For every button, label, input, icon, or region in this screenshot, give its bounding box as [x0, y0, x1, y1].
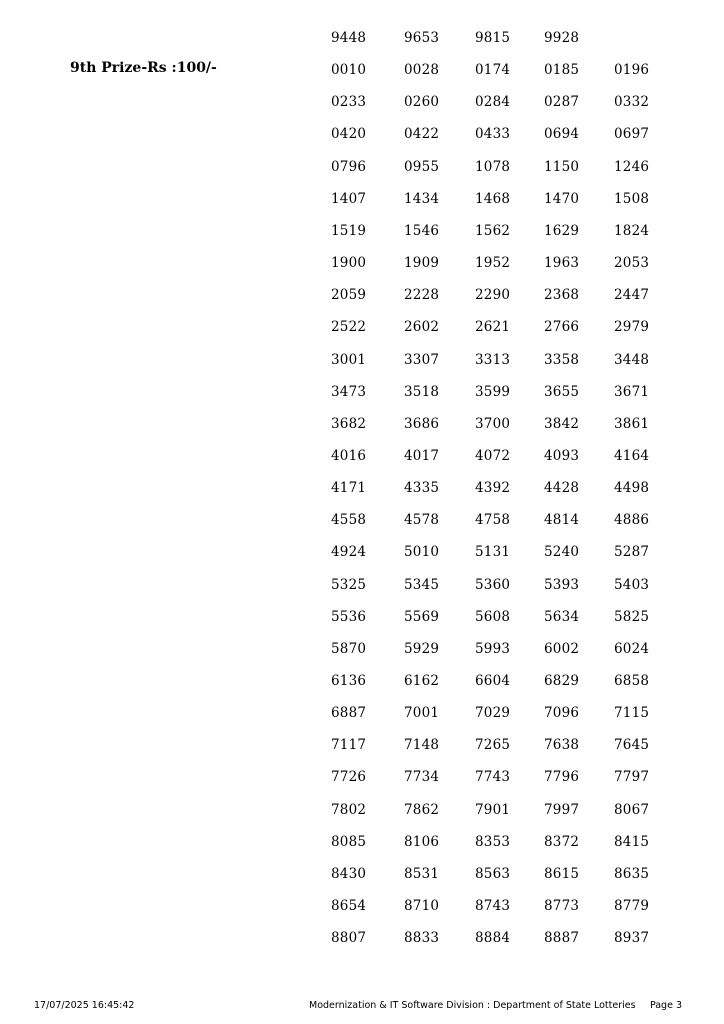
ticket-number: 7096 — [544, 705, 580, 722]
ticket-number: 7148 — [404, 737, 440, 754]
ticket-number: 5360 — [475, 576, 511, 593]
ticket-number: 8430 — [331, 865, 367, 882]
ticket-number: 1508 — [614, 190, 650, 207]
ticket-number: 8106 — [404, 833, 440, 850]
ticket-number: 5131 — [475, 544, 511, 561]
ticket-number: 8563 — [475, 865, 511, 882]
ticket-number: 7265 — [475, 737, 511, 754]
ticket-number: 5287 — [614, 544, 650, 561]
footer-page-number: Page 3 — [649, 1000, 682, 1011]
table-row — [0, 94, 724, 114]
table-row — [0, 544, 724, 564]
table-row — [0, 384, 724, 404]
ticket-number: 8654 — [331, 898, 367, 914]
table-row — [0, 191, 724, 211]
ticket-number: 3307 — [404, 351, 440, 368]
table-row — [0, 287, 724, 307]
ticket-number: 7797 — [614, 769, 650, 786]
ticket-number: 1562 — [475, 222, 511, 239]
ticket-number: 4016 — [331, 447, 367, 464]
ticket-number: 1900 — [331, 255, 367, 271]
ticket-number: 8937 — [614, 930, 650, 947]
ticket-number: 8779 — [614, 898, 650, 914]
ticket-number: 3861 — [614, 415, 650, 432]
ticket-number: 2368 — [544, 287, 580, 304]
table-row — [0, 802, 724, 822]
ticket-number: 9448 — [331, 30, 367, 46]
ticket-number: 7862 — [404, 801, 440, 818]
ticket-number: 7997 — [544, 801, 580, 818]
table-row — [0, 126, 724, 146]
table-row — [0, 737, 724, 757]
ticket-number: 1468 — [475, 190, 511, 207]
ticket-number: 0433 — [475, 126, 511, 143]
table-row — [0, 769, 724, 789]
ticket-number: 0185 — [544, 62, 580, 79]
ticket-number: 8372 — [544, 833, 580, 850]
ticket-number: 7796 — [544, 769, 580, 786]
ticket-number: 7029 — [475, 705, 511, 722]
ticket-number: 3473 — [331, 383, 367, 400]
ticket-number: 0422 — [404, 126, 440, 143]
ticket-number: 0332 — [614, 94, 650, 111]
ticket-number: 7734 — [404, 769, 440, 786]
table-row — [0, 930, 724, 950]
ticket-number: 8710 — [404, 898, 440, 914]
table-row — [0, 898, 724, 918]
ticket-number: 6136 — [331, 673, 367, 689]
ticket-number: 0010 — [331, 62, 367, 79]
ticket-number: 3448 — [614, 351, 650, 368]
ticket-number: 0260 — [404, 94, 440, 111]
ticket-number: 2621 — [475, 319, 511, 336]
ticket-number: 8833 — [404, 930, 440, 947]
ticket-number: 0287 — [544, 94, 580, 111]
ticket-number: 3842 — [544, 415, 580, 432]
table-row — [0, 319, 724, 339]
ticket-number: 4392 — [475, 480, 511, 497]
ticket-number: 7117 — [331, 737, 367, 754]
ticket-number: 9653 — [404, 30, 440, 46]
ticket-number: 5345 — [404, 576, 440, 593]
ticket-number: 4886 — [614, 512, 650, 529]
ticket-number: 1246 — [614, 158, 650, 175]
ticket-number: 5634 — [544, 608, 580, 625]
ticket-number: 1078 — [475, 158, 511, 175]
ticket-number: 6604 — [475, 673, 511, 689]
table-row — [0, 30, 724, 50]
ticket-number: 0284 — [475, 94, 511, 111]
ticket-number: 1407 — [331, 190, 367, 207]
ticket-number: 0697 — [614, 126, 650, 143]
ticket-number: 0694 — [544, 126, 580, 143]
ticket-number: 6858 — [614, 673, 650, 689]
table-row — [0, 705, 724, 725]
table-row — [0, 416, 724, 436]
ticket-number: 4072 — [475, 447, 511, 464]
ticket-number: 1434 — [404, 190, 440, 207]
ticket-number: 1963 — [544, 255, 580, 271]
footer-organization: Modernization & IT Software Division : Department of State Lotteries — [309, 1000, 636, 1011]
ticket-number: 3358 — [544, 351, 580, 368]
ticket-number: 5010 — [404, 544, 440, 561]
ticket-number: 5870 — [331, 640, 367, 657]
ticket-number: 5993 — [475, 640, 511, 657]
table-row — [0, 62, 724, 82]
ticket-number: 3313 — [475, 351, 511, 368]
ticket-number: 8415 — [614, 833, 650, 850]
ticket-number: 3671 — [614, 383, 650, 400]
ticket-number: 5325 — [331, 576, 367, 593]
ticket-number: 2979 — [614, 319, 650, 336]
ticket-number: 7645 — [614, 737, 650, 754]
ticket-number: 8884 — [475, 930, 511, 947]
ticket-number: 0955 — [404, 158, 440, 175]
table-row — [0, 352, 724, 372]
ticket-number: 5403 — [614, 576, 650, 593]
ticket-number: 0796 — [331, 158, 367, 175]
ticket-number: 4758 — [475, 512, 511, 529]
ticket-number: 8085 — [331, 833, 367, 850]
ticket-number: 7638 — [544, 737, 580, 754]
ticket-number: 7726 — [331, 769, 367, 786]
ticket-number: 3686 — [404, 415, 440, 432]
table-row — [0, 577, 724, 597]
ticket-number: 0420 — [331, 126, 367, 143]
table-row — [0, 448, 724, 468]
page-footer — [0, 1000, 724, 1014]
ticket-number: 3518 — [404, 383, 440, 400]
ticket-number: 9815 — [475, 30, 511, 46]
footer-datetime: 17/07/2025 16:45:42 — [34, 1000, 135, 1011]
table-row — [0, 159, 724, 179]
ticket-number: 8615 — [544, 865, 580, 882]
ticket-number: 1952 — [475, 255, 511, 271]
ticket-number: 2602 — [404, 319, 440, 336]
ticket-number: 2059 — [331, 287, 367, 304]
ticket-number: 6829 — [544, 673, 580, 689]
ticket-number: 3599 — [475, 383, 511, 400]
prize-label: 9th Prize-Rs :100/- — [70, 60, 217, 76]
table-row — [0, 255, 724, 275]
ticket-number: 6162 — [404, 673, 440, 689]
ticket-number: 4814 — [544, 512, 580, 529]
ticket-number: 4164 — [614, 447, 650, 464]
ticket-number: 3700 — [475, 415, 511, 432]
table-row — [0, 480, 724, 500]
ticket-number: 2053 — [614, 255, 650, 271]
ticket-number: 6002 — [544, 640, 580, 657]
ticket-number: 2228 — [404, 287, 440, 304]
ticket-number: 4017 — [404, 447, 440, 464]
ticket-number: 4558 — [331, 512, 367, 529]
ticket-number: 5608 — [475, 608, 511, 625]
ticket-number: 5393 — [544, 576, 580, 593]
ticket-number: 5569 — [404, 608, 440, 625]
ticket-number: 3001 — [331, 351, 367, 368]
ticket-number: 7743 — [475, 769, 511, 786]
ticket-number: 7802 — [331, 801, 367, 818]
ticket-number: 7001 — [404, 705, 440, 722]
table-row — [0, 866, 724, 886]
ticket-number: 3655 — [544, 383, 580, 400]
table-row — [0, 512, 724, 532]
ticket-number: 8635 — [614, 865, 650, 882]
ticket-number: 6887 — [331, 705, 367, 722]
ticket-number: 5825 — [614, 608, 650, 625]
ticket-number: 4498 — [614, 480, 650, 497]
ticket-number: 4428 — [544, 480, 580, 497]
ticket-number: 5240 — [544, 544, 580, 561]
ticket-number: 8773 — [544, 898, 580, 914]
ticket-number: 1519 — [331, 222, 367, 239]
ticket-number: 0174 — [475, 62, 511, 79]
ticket-number: 8067 — [614, 801, 650, 818]
ticket-number: 1629 — [544, 222, 580, 239]
ticket-number: 1909 — [404, 255, 440, 271]
ticket-number: 6024 — [614, 640, 650, 657]
ticket-number: 3682 — [331, 415, 367, 432]
ticket-number: 1824 — [614, 222, 650, 239]
ticket-number: 4924 — [331, 544, 367, 561]
ticket-number: 1150 — [544, 158, 580, 175]
ticket-number: 5536 — [331, 608, 367, 625]
ticket-number: 2522 — [331, 319, 367, 336]
ticket-number: 7115 — [614, 705, 650, 722]
ticket-number: 4578 — [404, 512, 440, 529]
ticket-number: 4335 — [404, 480, 440, 497]
ticket-number: 8887 — [544, 930, 580, 947]
ticket-number: 2290 — [475, 287, 511, 304]
table-row — [0, 673, 724, 693]
table-row — [0, 834, 724, 854]
ticket-number: 0196 — [614, 62, 650, 79]
ticket-number: 9928 — [544, 30, 580, 46]
ticket-number: 4171 — [331, 480, 367, 497]
ticket-number: 0028 — [404, 62, 440, 79]
ticket-number: 8807 — [331, 930, 367, 947]
ticket-number: 1470 — [544, 190, 580, 207]
ticket-number: 5929 — [404, 640, 440, 657]
ticket-number: 4093 — [544, 447, 580, 464]
ticket-number: 1546 — [404, 222, 440, 239]
ticket-number: 0233 — [331, 94, 367, 111]
table-row — [0, 609, 724, 629]
ticket-number: 7901 — [475, 801, 511, 818]
ticket-number: 2766 — [544, 319, 580, 336]
table-row — [0, 223, 724, 243]
ticket-number: 8743 — [475, 898, 511, 914]
table-row — [0, 641, 724, 661]
ticket-number: 8531 — [404, 865, 440, 882]
ticket-number: 2447 — [614, 287, 650, 304]
ticket-number: 8353 — [475, 833, 511, 850]
